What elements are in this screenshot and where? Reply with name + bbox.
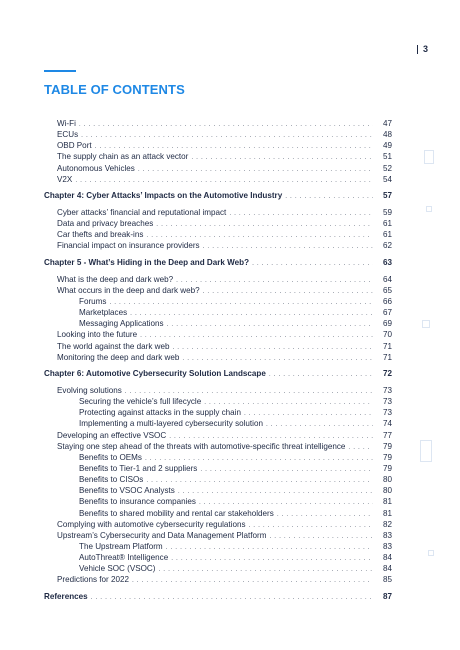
toc-entry[interactable] <box>44 285 392 296</box>
page-number-value: 3 <box>422 44 428 54</box>
toc-entry[interactable] <box>44 552 392 563</box>
toc-entry-label: Forums <box>79 296 107 306</box>
toc-entry[interactable] <box>44 574 392 585</box>
decorative-pattern <box>418 150 442 610</box>
toc-entry-label: Cyber attacks’ financial and reputational impact <box>57 207 227 217</box>
toc-entry[interactable] <box>44 352 392 363</box>
toc-entry-label: Complying with automotive cybersecurity regulations <box>57 519 246 529</box>
toc-leader-dots <box>167 319 373 330</box>
toc-entry-label: What occurs in the deep and dark web? <box>57 285 200 295</box>
toc-entry-label: Benefits to shared mobility and rental car stakeholders <box>79 508 274 518</box>
toc-entry-label: Autonomous Vehicles <box>57 163 135 173</box>
toc-entry-label: References <box>44 591 88 601</box>
toc-entry-label: Marketplaces <box>79 308 128 318</box>
toc-entry-page: 77 <box>382 430 392 440</box>
toc-leader-dots <box>146 475 373 486</box>
toc-entry[interactable] <box>44 563 392 574</box>
toc-entry[interactable] <box>44 407 392 418</box>
toc-leader-dots <box>79 119 373 130</box>
toc-leader-dots <box>249 520 374 531</box>
toc-entry[interactable] <box>44 118 392 129</box>
toc-entry-label: Car thefts and break-ins <box>57 230 144 240</box>
toc-entry-label: The Upstream Platform <box>79 541 163 551</box>
toc-leader-dots <box>176 275 373 286</box>
toc-chapter-entry[interactable] <box>44 190 392 201</box>
toc-entry[interactable] <box>44 129 392 140</box>
toc-leader-dots <box>171 553 373 564</box>
toc-leader-dots <box>203 286 373 297</box>
toc-entry[interactable] <box>44 207 392 218</box>
toc-entry-page: 79 <box>382 441 392 451</box>
toc-entry-label: V2X <box>57 174 73 184</box>
toc-entry-label: Staying one step ahead of the threats with automotive-specific threat intelligence <box>57 441 346 451</box>
toc-entry[interactable] <box>44 530 392 541</box>
toc-entry-page: 79 <box>382 452 392 462</box>
toc-leader-dots <box>203 241 373 252</box>
toc-entry[interactable] <box>44 240 392 251</box>
toc-leader-dots <box>182 353 373 364</box>
toc-entry-page: 87 <box>382 591 392 601</box>
toc-entry-page: 70 <box>382 330 392 340</box>
toc-entry[interactable] <box>44 174 392 185</box>
toc-entry-page: 71 <box>382 352 392 362</box>
toc-entry[interactable] <box>44 329 392 340</box>
toc-entry-label: Data and privacy breaches <box>57 219 154 229</box>
toc-entry-label: OBD Port <box>57 141 92 151</box>
toc-leader-dots <box>200 464 373 475</box>
toc-entry-page: 65 <box>382 285 392 295</box>
toc-entry-label: Vehicle SOC (VSOC) <box>79 564 156 574</box>
page-title: TABLE OF CONTENTS <box>44 82 185 97</box>
toc-entry[interactable] <box>44 385 392 396</box>
toc-entry-page: 49 <box>382 141 392 151</box>
toc-leader-dots <box>91 592 373 603</box>
toc-leader-dots <box>266 419 373 430</box>
toc-entry-page: 57 <box>382 191 392 201</box>
toc-entry-page: 52 <box>382 163 392 173</box>
toc-entry-label: Monitoring the deep and dark web <box>57 352 180 362</box>
toc-leader-dots <box>158 564 373 575</box>
toc-entry-page: 83 <box>382 530 392 540</box>
toc-entry-label: The supply chain as an attack vector <box>57 152 189 162</box>
toc-entry-page: 67 <box>382 308 392 318</box>
page-number-divider <box>417 45 418 54</box>
toc-entry-label: AutoThreat® Intelligence <box>79 553 169 563</box>
toc-entry-page: 82 <box>382 519 392 529</box>
toc-leader-dots <box>132 575 373 586</box>
toc-entry-label: Chapter 6: Automotive Cybersecurity Solution Landscape <box>44 369 266 379</box>
toc-entry-page: 61 <box>382 219 392 229</box>
toc-entry-page: 62 <box>382 241 392 251</box>
toc-chapter-entry[interactable] <box>44 368 392 379</box>
toc-entry-label: Upstream’s Cybersecurity and Data Management Platform <box>57 530 267 540</box>
toc-entry-label: Evolving solutions <box>57 385 122 395</box>
toc-entry-label: Benefits to CISOs <box>79 475 144 485</box>
toc-entry-page: 48 <box>382 130 392 140</box>
toc-entry[interactable] <box>44 519 392 530</box>
toc-entry-label: Financial impact on insurance providers <box>57 241 200 251</box>
toc-entry-page: 80 <box>382 486 392 496</box>
toc-entry-page: 85 <box>382 575 392 585</box>
toc-entry[interactable] <box>44 441 392 452</box>
toc-leader-dots <box>269 369 373 380</box>
toc-entry-page: 61 <box>382 230 392 240</box>
toc-entry-page: 59 <box>382 207 392 217</box>
toc-entry-label: ECUs <box>57 130 79 140</box>
title-accent-rule <box>44 70 76 72</box>
toc-leader-dots <box>166 542 373 553</box>
toc-leader-dots <box>138 164 373 175</box>
page-number <box>417 44 428 54</box>
toc-entry-page: 84 <box>382 553 392 563</box>
toc-entry-page: 64 <box>382 274 392 284</box>
toc-entry-page: 63 <box>382 258 392 268</box>
toc-leader-dots <box>81 130 373 141</box>
table-of-contents <box>44 118 392 608</box>
toc-entry-label: Benefits to insurance companies <box>79 497 196 507</box>
toc-leader-dots <box>172 342 373 353</box>
toc-entry-label: Benefits to OEMs <box>79 452 142 462</box>
toc-entry-page: 66 <box>382 296 392 306</box>
toc-entry-label: Securing the vehicle’s full lifecycle <box>79 397 202 407</box>
toc-entry[interactable] <box>44 463 392 474</box>
toc-entry-page: 47 <box>382 119 392 128</box>
toc-entry-page: 83 <box>382 541 392 551</box>
toc-entry-page: 81 <box>382 508 392 518</box>
toc-leader-dots <box>252 258 373 269</box>
toc-entry-page: 73 <box>382 385 392 395</box>
toc-entry[interactable] <box>44 218 392 229</box>
toc-entry-page: 69 <box>382 319 392 329</box>
toc-entry[interactable] <box>44 452 392 463</box>
toc-leader-dots <box>109 297 373 308</box>
toc-entry-label: Protecting against attacks in the supply chain <box>79 408 241 418</box>
toc-entry-page: 73 <box>382 397 392 407</box>
toc-entry-label: What is the deep and dark web? <box>57 274 174 284</box>
toc-chapter-entry[interactable] <box>44 591 392 602</box>
toc-leader-dots <box>277 509 373 520</box>
toc-entry[interactable] <box>44 296 392 307</box>
toc-leader-dots <box>75 175 373 186</box>
toc-entry[interactable] <box>44 430 392 441</box>
toc-entry[interactable] <box>44 541 392 552</box>
toc-leader-dots <box>348 442 373 453</box>
toc-entry-label: Benefits to VSOC Analysts <box>79 486 175 496</box>
toc-leader-dots <box>285 191 373 202</box>
toc-entry-label: Looking into the future <box>57 330 138 340</box>
toc-entry[interactable] <box>44 140 392 151</box>
toc-leader-dots <box>140 330 373 341</box>
toc-entry-label: Wi-Fi <box>57 119 76 128</box>
toc-leader-dots <box>244 408 373 419</box>
toc-entry[interactable] <box>44 274 392 285</box>
toc-entry[interactable] <box>44 318 392 329</box>
toc-entry[interactable] <box>44 341 392 352</box>
toc-entry[interactable] <box>44 496 392 507</box>
toc-entry[interactable] <box>44 151 392 162</box>
toc-entry[interactable] <box>44 163 392 174</box>
toc-entry[interactable] <box>44 418 392 429</box>
toc-entry-page: 74 <box>382 419 392 429</box>
toc-entry[interactable] <box>44 396 392 407</box>
toc-entry-label: Predictions for 2022 <box>57 575 129 585</box>
toc-entry-label: Implementing a multi-layered cybersecurity solution <box>79 419 263 429</box>
toc-entry[interactable] <box>44 485 392 496</box>
toc-entry-label: Developing an effective VSOC <box>57 430 167 440</box>
toc-entry-label: Chapter 5 - What’s Hiding in the Deep and Dark Web? <box>44 258 250 268</box>
toc-entry-page: 79 <box>382 463 392 473</box>
toc-leader-dots <box>269 531 373 542</box>
toc-leader-dots <box>130 308 373 319</box>
toc-leader-dots <box>178 486 373 497</box>
toc-leader-dots <box>191 152 373 163</box>
toc-entry-label: Chapter 4: Cyber Attacks’ Impacts on the Automotive Industry <box>44 191 283 201</box>
toc-entry-page: 54 <box>382 174 392 184</box>
toc-chapter-entry[interactable] <box>44 257 392 268</box>
toc-entry[interactable] <box>44 307 392 318</box>
toc-entry-page: 73 <box>382 408 392 418</box>
toc-entry-page: 72 <box>382 369 392 379</box>
toc-entry-page: 81 <box>382 497 392 507</box>
toc-entry[interactable] <box>44 229 392 240</box>
toc-leader-dots <box>229 208 373 219</box>
toc-entry-page: 84 <box>382 564 392 574</box>
toc-entry[interactable] <box>44 474 392 485</box>
toc-entry-page: 51 <box>382 152 392 162</box>
toc-leader-dots <box>156 219 373 230</box>
toc-entry-label: The world against the dark web <box>57 341 170 351</box>
toc-entry[interactable] <box>44 508 392 519</box>
toc-entry-label: Messaging Applications <box>79 319 164 329</box>
toc-entry-label: Benefits to Tier-1 and 2 suppliers <box>79 463 198 473</box>
toc-entry-page: 80 <box>382 475 392 485</box>
toc-entry-page: 71 <box>382 341 392 351</box>
